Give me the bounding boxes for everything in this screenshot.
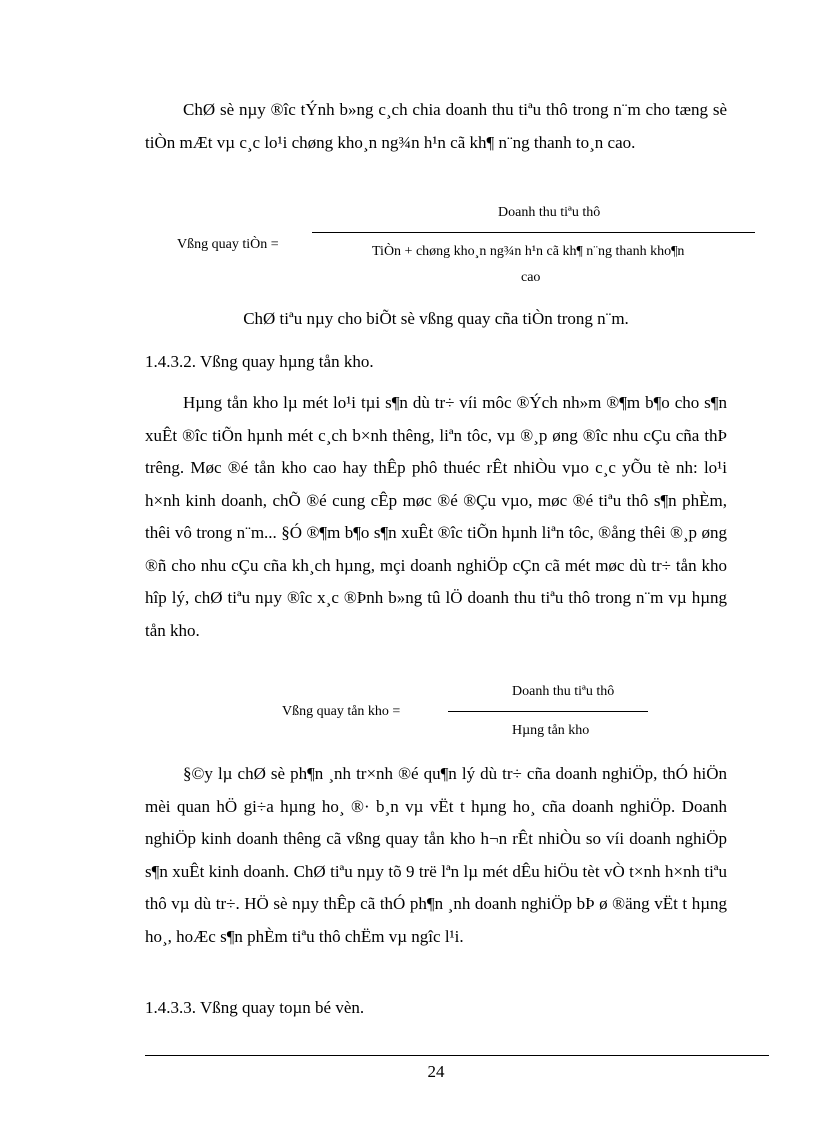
formula2-denominator: Hµng tån kho (512, 723, 590, 738)
formula1-numerator: Doanh thu tiªu thô (498, 205, 601, 220)
formula2-numerator: Doanh thu tiªu thô (512, 684, 615, 699)
paragraph-cash-ratio-intro: ChØ sè nµy ®îc tÝnh b»ng c¸ch chia doanh thu tiªu thô trong n¨m cho tæng sè tiÒn mÆt vµ c¸c lo¹i chøng kho¸n ng¾n h¹n cã kh¶ n¨ng thanh to¸n cao. (145, 100, 727, 152)
formula1-explanation: ChØ tiªu nµy cho biÕt sè vßng quay cña tiÒn trong n¨m. (243, 309, 629, 328)
formula1-fraction-bar (312, 232, 755, 233)
formula1-denominator-cont: cao (521, 270, 541, 285)
formula2-label: Vßng quay tån kho = (282, 704, 401, 719)
paragraph-inventory-analysis: §©y lµ chØ sè ph¶n ¸nh tr×nh ®é qu¶n lý dù tr÷ cña doanh nghiÖp, thÓ hiÖn mèi quan hÖ gi÷a hµng ho¸ ®· b¸n vµ vËt t hµng ho¸ cña doanh nghiÖp. Doanh nghiÖp kinh doanh thêng cã vßng quay tån kho h¬n rÊt nhiÒu so víi doanh nghiÖp s¶n xuÊt kinh doanh. ChØ tiªu nµy tõ 9 trë lªn lµ mét dÊu hiÖu tèt vÒ t×nh h×nh tiªu thô vµ dù tr÷. HÖ sè nµy thÊp cã thÓ ph¶n ¸nh doanh nghiÖp bÞ ø ®äng vËt t hµng ho¸, hoÆc s¶n phÈm tiªu thô chËm vµ ngîc l¹i. (145, 764, 727, 946)
formula2-fraction-bar (448, 711, 648, 712)
footer-divider (145, 1055, 769, 1056)
formula1-label: Vßng quay tiÒn = (177, 237, 279, 252)
section-heading-total-capital-turnover: 1.4.3.3. Vßng quay toµn bé vèn. (145, 998, 365, 1017)
paragraph-inventory: Hµng tån kho lµ mét lo¹i tµi s¶n dù tr÷ víi môc ®Ých nh»m ®¶m b¶o cho s¶n xuÊt ®îc tiÕn hµnh mét c¸ch b×nh thêng, liªn tôc, vµ ®¸p øng ®îc nhu cÇu cña thÞ trêng. Møc ®é tån kho cao hay thÊp phô thuéc rÊt nhiÒu vµo c¸c yÕu tè nh: lo¹i h×nh kinh doanh, chÕ ®é cung cÊp møc ®é ®Çu vµo, møc ®é tiªu thô s¶n phÈm, thêi vô trong n¨m... §Ó ®¶m b¶o s¶n xuÊt ®îc tiÕn hµnh liªn tôc, ®ång thêi ®¸p øng ®ñ cho nhu cÇu cña kh¸ch hµng, mçi doanh nghiÖp cÇn cã mét møc dù tr÷ tån kho hîp lý, chØ tiªu nµy ®îc x¸c ®Þnh b»ng tû lÖ doanh thu tiªu thô trong n¨m vµ hµng tån kho. (145, 393, 727, 640)
page-number: 24 (427, 1062, 445, 1081)
section-heading-inventory-turnover: 1.4.3.2. Vßng quay hµng tån kho. (145, 352, 374, 371)
formula1-denominator: TiÒn + chøng kho¸n ng¾n h¹n cã kh¶ n¨ng thanh kho¶n (372, 244, 685, 259)
